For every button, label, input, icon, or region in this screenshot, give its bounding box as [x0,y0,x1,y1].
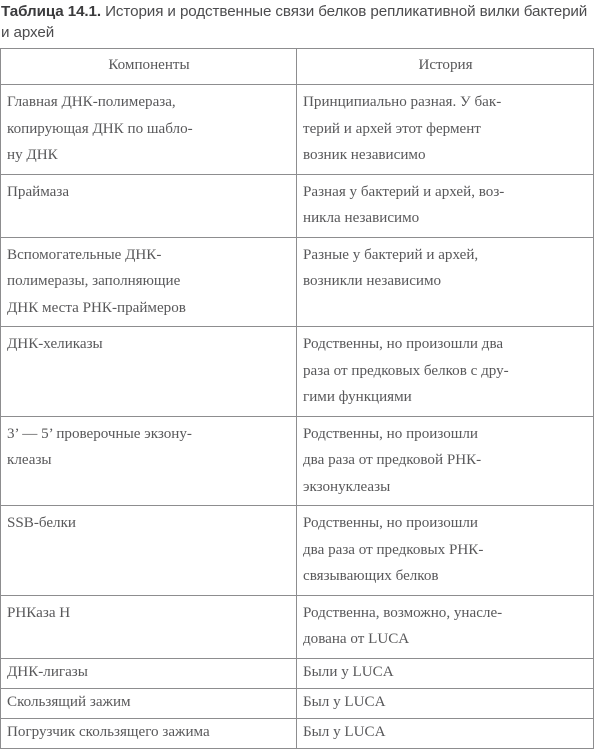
cell-line: два раза от предковой РНК- [303,452,482,468]
column-header-components: Компоненты [1,49,297,85]
cell-line: РНКаза H [7,604,71,621]
table-row [1,237,594,327]
cell-line: два раза от предковых РНК- [303,541,484,558]
table-container [0,48,593,749]
cell-history [297,237,594,327]
cell-line: Праймаза [7,183,70,200]
cell-line: Был у LUCA [303,693,386,710]
cell-line: Родственна, возможно, унасле- [303,604,503,621]
table-row [1,506,594,596]
cell-line: копирующая ДНК по шабло- [7,120,193,137]
table-row [1,416,594,506]
cell-line: раза от предковых белков с дру- [303,362,509,379]
table-row [1,688,594,718]
table-row [1,174,594,237]
cell-line: Были у LUCA [303,663,394,680]
cell-line: 3’ — 5’ проверочные экзону- [7,425,192,442]
table-head [1,49,594,85]
cell-history [297,174,594,237]
cell-history [297,595,594,658]
cell-line: полимеразы, заполняющие [7,273,181,289]
cell-line: ДНК места РНК-праймеров [7,299,186,316]
cell-component [1,658,297,688]
cell-history [297,327,594,417]
cell-line: ДНК-лигазы [7,663,88,680]
cell-line: Разные у бактерий и архей, [303,246,479,263]
cell-component [1,718,297,748]
cell-line: ну ДНК [7,147,58,163]
cell-line: Вспомогательные ДНК- [7,246,162,263]
cell-line: Скользящий зажим [7,693,131,710]
cell-line: дована от LUCA [303,631,410,647]
cell-line: возник независимо [303,147,426,163]
table-body [1,85,594,749]
cell-line: Главная ДНК-полимераза, [7,94,176,110]
cell-line: Родственны, но произошли [303,425,478,442]
cell-line: Был у LUCA [303,723,386,740]
cell-line: возникли независимо [303,273,442,289]
cell-history [297,658,594,688]
cell-line: ДНК-хеликазы [7,336,103,352]
table-row [1,327,594,417]
cell-history [297,416,594,506]
cell-history [297,688,594,718]
table-row [1,595,594,658]
cell-history [297,718,594,748]
cell-line: Погрузчик скользящего зажима [7,723,210,740]
cell-line: Родственны, но произошли два [303,336,504,352]
cell-line: гими функциями [303,389,412,405]
cell-component [1,237,297,327]
cell-line: Принципиально разная. У бак- [303,94,502,110]
protein-history-table [0,48,594,749]
cell-component [1,595,297,658]
table-row [1,658,594,688]
cell-component [1,506,297,596]
table-caption-number: Таблица 14.1. [1,3,101,20]
cell-line: экзонуклеазы [303,478,391,495]
cell-component [1,416,297,506]
cell-line: Родственны, но произошли [303,515,478,531]
cell-line: связывающих белков [303,568,439,584]
table-caption [0,0,596,43]
table-header-row [1,49,594,85]
table-row [1,85,594,175]
cell-line: никла независимо [303,210,420,226]
cell-component [1,688,297,718]
column-header-history: История [297,49,594,85]
cell-component [1,85,297,175]
cell-history [297,85,594,175]
cell-line: Разная у бактерий и архей, воз- [303,183,505,200]
cell-history [297,506,594,596]
cell-component [1,174,297,237]
cell-line: терий и архей этот фермент [303,120,481,137]
cell-line: SSB-белки [7,515,77,531]
table-row [1,718,594,748]
cell-line: клеазы [7,452,52,468]
cell-component [1,327,297,417]
table-caption-text: История и родственные связи белков репликативной вилки бактерий и архей [1,3,588,41]
